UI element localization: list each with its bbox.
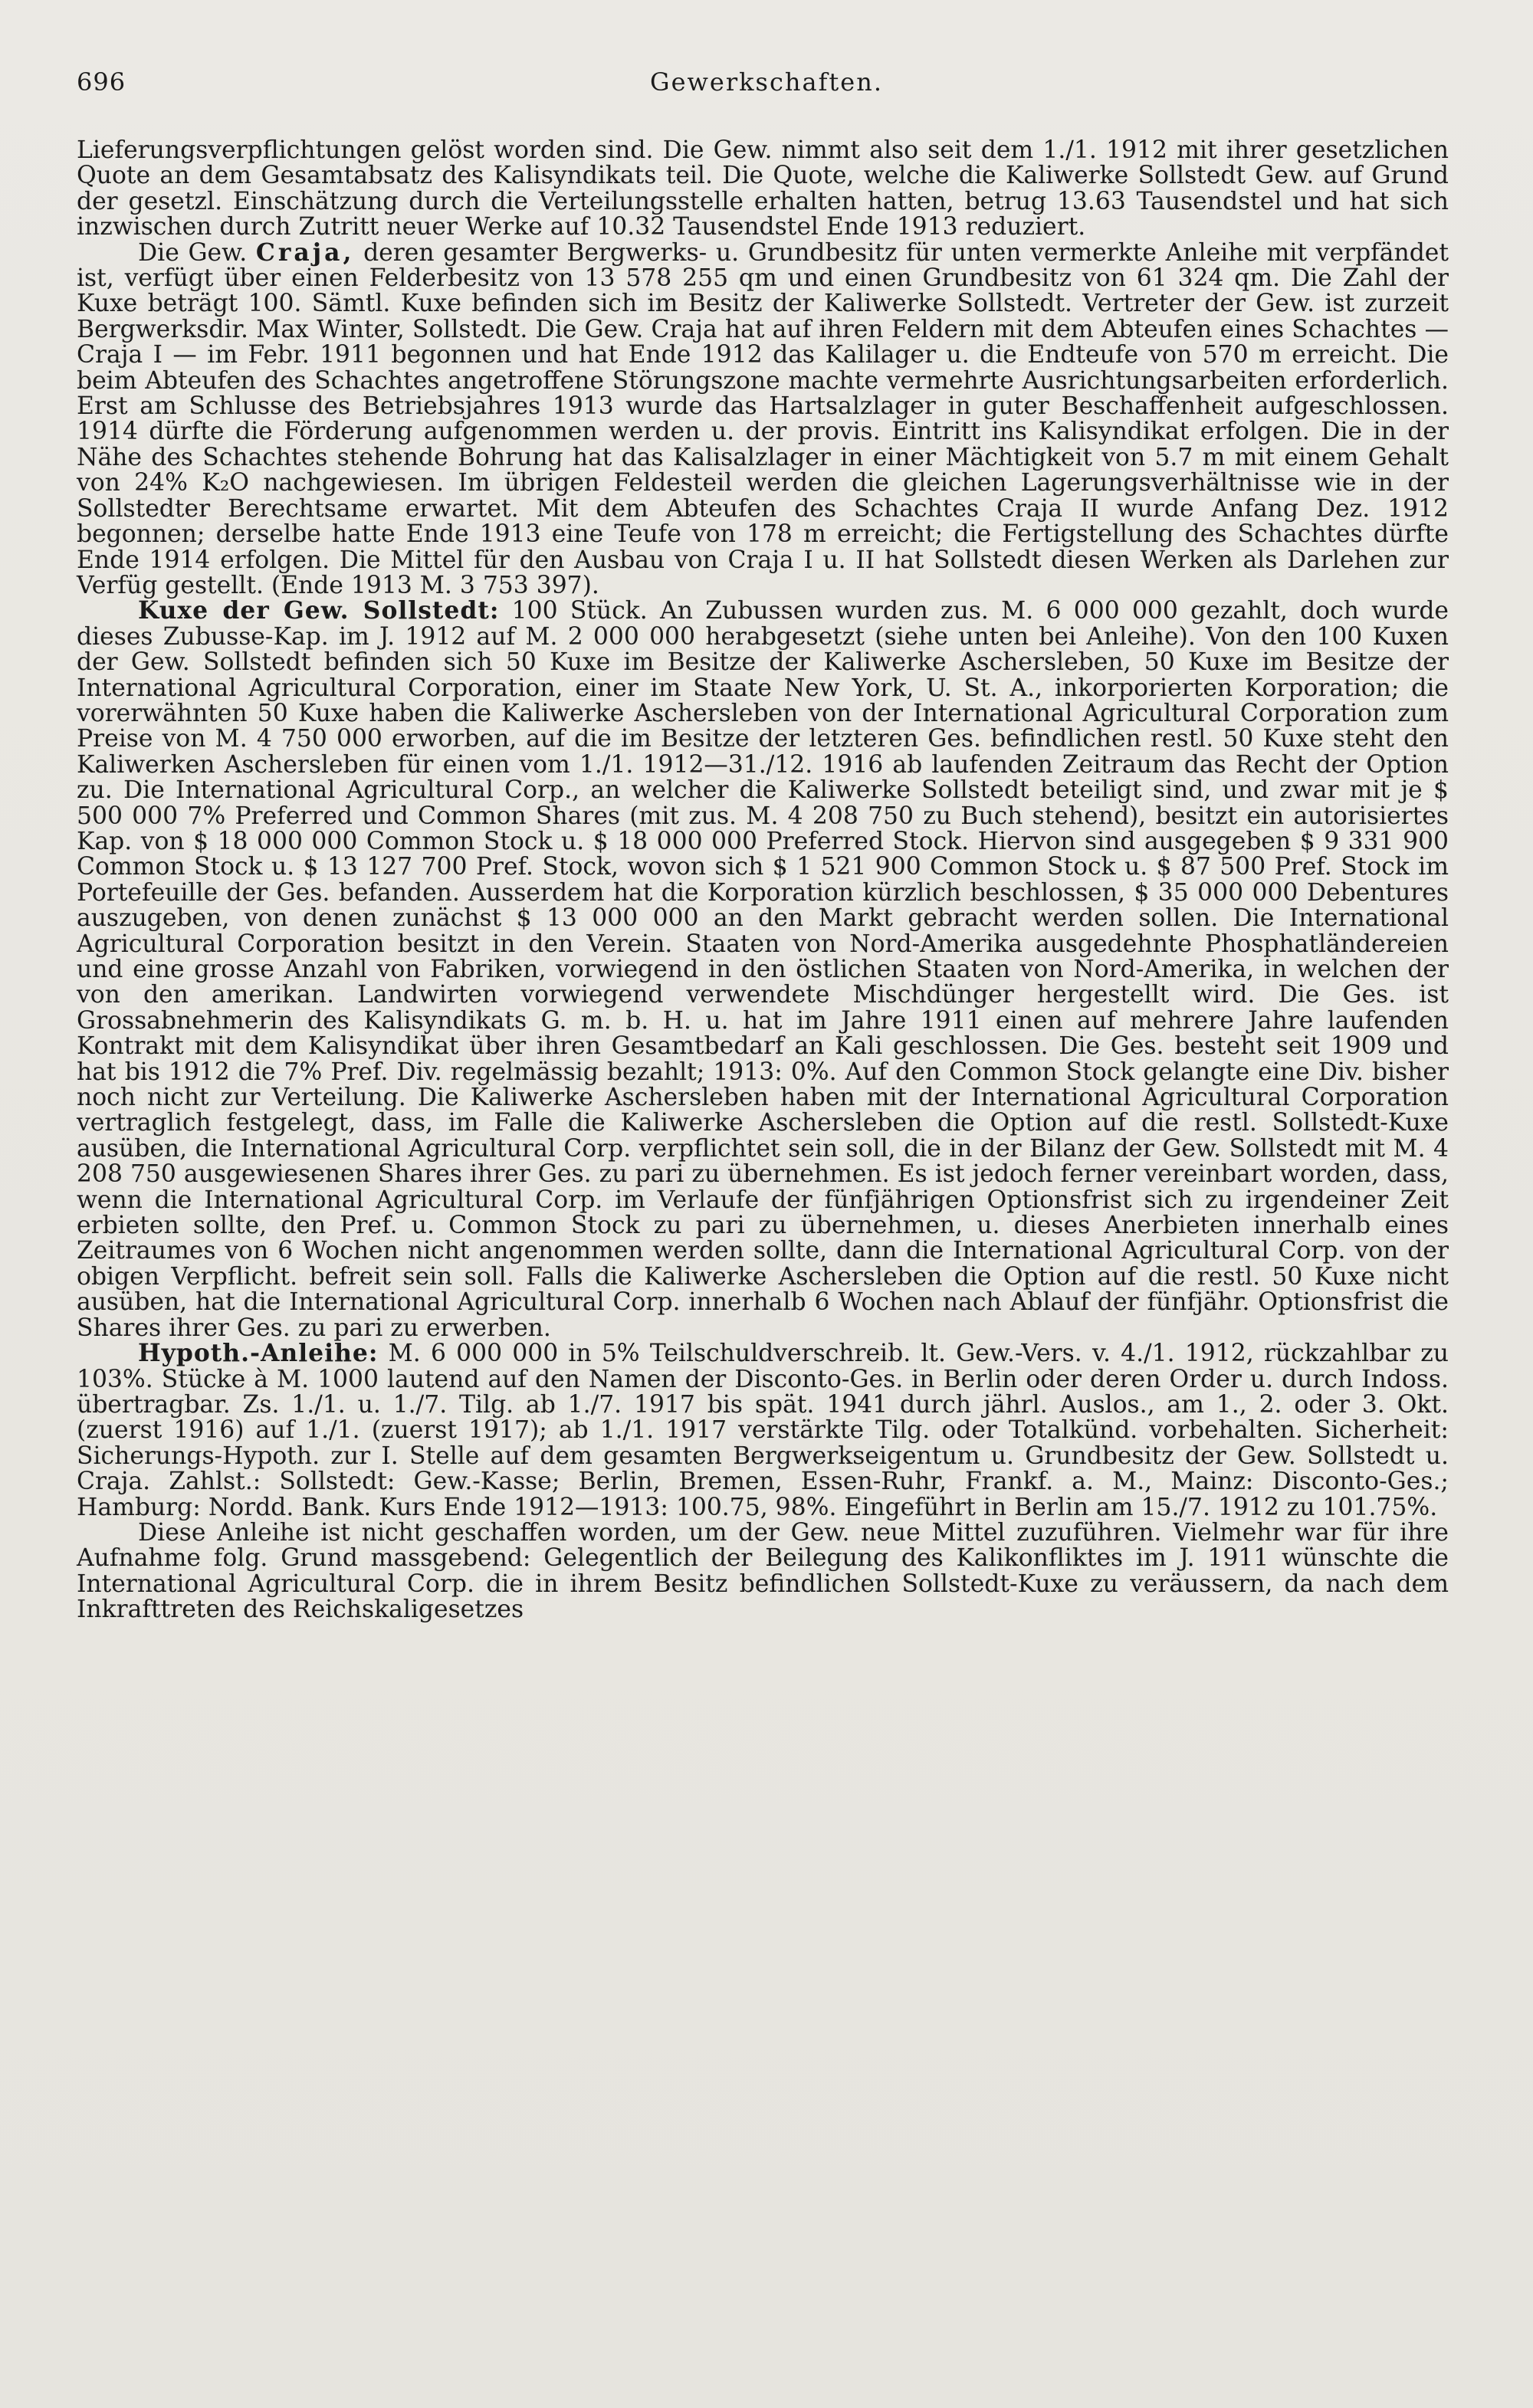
paragraph-kuxe-text: 100 Stück. An Zubussen wurden zus. M. 6 000 000 gezahlt, doch wurde dieses Zubusse-Kap. im J. 1912 auf M. 2 000 000 herabgesetzt (siehe unten bei Anleihe). Von den 100 Kuxen der Gew. Sollstedt befinden sich 50 Kuxe im Besitze der Kaliwerke Aschersleben, 50 Kuxe im Besitze der International Agricultural Corporation, einer im Staate New York, U. St. A., inkorporierten Korporation; die vorerwähnten 50 Kuxe haben die Kaliwerke Aschersleben von der International Agricultural Corporation zum Preise von M. 4 750 000 erworben, auf die im Besitze der letzteren Ges. befindlichen restl. 50 Kuxe steht den Kaliwerken Aschersleben für einen vom 1./1. 1912—31./12. 1916 ab laufenden Zeitraum das Recht der Option zu. Die International Agricultural Corp., an welcher die Kaliwerke Sollstedt beteiligt sind, und zwar mit je $ 500 000 7% Preferred und Common Shares (mit zus. M. 4 208 750 zu Buch stehend), besitzt ein autorisiertes Kap. von $ 18 000 000 Common Stock u. $ 18 000 000 Preferred Stock. Hiervon sind ausgegeben $ 9 331 900 Common Stock u. $ 13 127 700 Pref. Stock, wovon sich $ 1 521 900 Common Stock u. $ 87 500 Pref. Stock im Portefeuille der Ges. befanden. Ausserdem hat die Korporation kürzlich beschlossen, $ 35 000 000 Debentures auszugeben, von denen zunächst $ 13 000 000 an den Markt gebracht werden sollen. Die International Agricultural Corporation besitzt in den Verein. Staaten von Nord-Amerika ausgedehnte Phosphatländereien und eine grosse Anzahl von Fabriken, vorwiegend in den östlichen Staaten von Nord-Amerika, in welchen der von den amerikan. Landwirten vorwiegend verwendete Mischdünger hergestellt wird. Die Ges. ist Grossabnehmerin des Kalisyndikats G. m. b. H. u. hat im Jahre 1911 einen auf mehrere Jahre laufenden Kontrakt mit dem Kalisyndikat über ihren Gesamtbedarf an Kali geschlossen. Die Ges. besteht seit 1909 und hat bis 1912 die 7% Pref. Div. regelmässig bezahlt; 1913: 0%. Auf den Common Stock gelangte eine Div. bisher noch nicht zur Verteilung. Die Kaliwerke Aschersleben haben mit der International Agricultural Corporation vertraglich festgelegt, dass, im Falle die Kaliwerke Aschersleben die Option auf die restl. Sollstedt-Kuxe ausüben, die International Agricultural Corp. verpflichtet sein soll, die in der Bilanz der Gew. Sollstedt mit M. 4 208 750 ausgewiesenen Shares ihrer Ges. zu pari zu übernehmen. Es ist jedoch ferner vereinbart worden, dass, wenn die International Agricultural Corp. im Verlaufe der fünfjährigen Optionsfrist sich zu irgendeiner Zeit erbieten sollte, den Pref. u. Common Stock zu pari zu übernehmen, u. dieses Anerbieten innerhalb eines Zeitraumes von 6 Wochen nicht angenommen werden sollte, dann die International Agricultural Corp. von der obigen Verpflicht. befreit sein soll. Falls die Kaliwerke Aschersleben die Option auf die restl. 50 Kuxe nicht ausüben, hat die International Agricultural Corp. innerhalb 6 Wochen nach Ablauf der fünfjähr. Optionsfrist die Shares ihrer Ges. zu pari zu erwerben. xyxy=(77,597,1449,1342)
body-text xyxy=(77,138,1449,1623)
paragraph-quote: Lieferungsverpflichtungen gelöst worden sind. Die Gew. nimmt also seit dem 1./1. 1912 mit ihrer gesetzlichen Quote an dem Gesamtabsatz des Kalisyndikats teil. Die Quote, welche die Kaliwerke Sollstedt Gew. auf Grund der gesetzl. Einschätzung durch die Verteilungsstelle erhalten hatten, betrug 13.63 Tausendstel und hat sich inzwischen durch Zutritt neuer Werke auf 10.32 Tausendstel Ende 1913 reduziert. xyxy=(77,136,1449,241)
paragraph-kuxe xyxy=(77,599,1449,1341)
paragraph-anleihe-note: Diese Anleihe ist nicht geschaffen worden, um der Gew. neue Mittel zuzuführen. Vielmehr war für ihre Aufnahme folg. Grund massgebend: Gelegentlich der Beilegung des Kalikonfliktes im J. 1911 wünschte die International Agricultural Corp. die in ihrem Besitz befindlichen Sollstedt-Kuxe zu veräussern, da nach dem Inkrafttreten des Reichskaligesetzes xyxy=(77,1518,1449,1624)
anleihe-heading: Hypoth.-Anleihe: xyxy=(138,1340,379,1368)
craja-name: Craja, xyxy=(255,238,355,267)
running-title: Gewerkschaften. xyxy=(650,67,883,97)
paragraph-craja xyxy=(77,238,1449,599)
paragraph-anleihe xyxy=(77,1341,1449,1521)
kuxe-heading: Kuxe der Gew. Sollstedt: xyxy=(138,597,500,625)
page-number: 696 xyxy=(77,67,126,97)
paragraph-anleihe-text: M. 6 000 000 in 5% Teilschuldverschreib. lt. Gew.-Vers. v. 4./1. 1912, rückzahlbar zu 103%. Stücke à M. 1000 lautend auf den Namen der Disconto-Ges. in Berlin oder deren Order u. durch Indoss. übertragbar. Zs. 1./1. u. 1./7. Tilg. ab 1./7. 1917 bis spät. 1941 durch jährl. Auslos., am 1., 2. oder 3. Okt. (zuerst 1916) auf 1./1. (zuerst 1917); ab 1./1. 1917 verstärkte Tilg. oder Totalkünd. vorbehalten. Sicherheit: Sicherungs-Hypoth. zur I. Stelle auf dem gesamten Bergwerkseigentum u. Grundbesitz der Gew. Sollstedt u. Craja. Zahlst.: Sollstedt: Gew.-Kasse; Berlin, Bremen, Essen-Ruhr, Frankf. a. M., Mainz: Disconto-Ges.; Hamburg: Nordd. Bank. Kurs Ende 1912—1913: 100.75, 98%. Eingeführt in Berlin am 15./7. 1912 zu 101.75%. xyxy=(77,1340,1449,1521)
paragraph-craja-lead: Die Gew. xyxy=(138,238,256,267)
page-header xyxy=(77,67,1456,113)
paragraph-craja-text: deren gesamter Bergwerks- u. Grundbesitz für unten vermerkte Anleihe mit verpfändet ist, verfügt über einen Felderbesitz von 13 578 255 qm und einen Grundbesitz von 61 324 qm. Die Zahl der Kuxe beträgt 100. Sämtl. Kuxe befinden sich im Besitz der Kaliwerke Sollstedt. Vertreter der Gew. ist zurzeit Bergwerksdir. Max Winter, Sollstedt. Die Gew. Craja hat auf ihren Feldern mit dem Abteufen eines Schachtes — Craja I — im Febr. 1911 begonnen und hat Ende 1912 das Kalilager u. die Endteufe von 570 m erreicht. Die beim Abteufen des Schachtes angetroffene Störungszone machte vermehrte Ausrichtungsarbeiten erforderlich. Erst am Schlusse des Betriebsjahres 1913 wurde das Hartsalzlager in guter Beschaffenheit aufgeschlossen. 1914 dürfte die Förderung aufgenommen werden u. der provis. Eintritt ins Kalisyndikat erfolgen. Die in der Nähe des Schachtes stehende Bohrung hat das Kalisalzlager in einer Mächtigkeit von 5.7 m mit einem Gehalt von 24% K₂O nachgewiesen. Im übrigen Feldesteil werden die gleichen Lagerungsverhältnisse wie in der Sollstedter Berechtsame erwartet. Mit dem Abteufen des Schachtes Craja II wurde Anfang Dez. 1912 begonnen; derselbe hatte Ende 1913 eine Teufe von 178 m erreicht; die Fertigstellung des Schachtes dürfte Ende 1914 erfolgen. Die Mittel für den Ausbau von Craja I u. II hat Sollstedt diesen Werken als Darlehen zur Verfüg gestellt. (Ende 1913 M. 3 753 397). xyxy=(77,238,1449,599)
